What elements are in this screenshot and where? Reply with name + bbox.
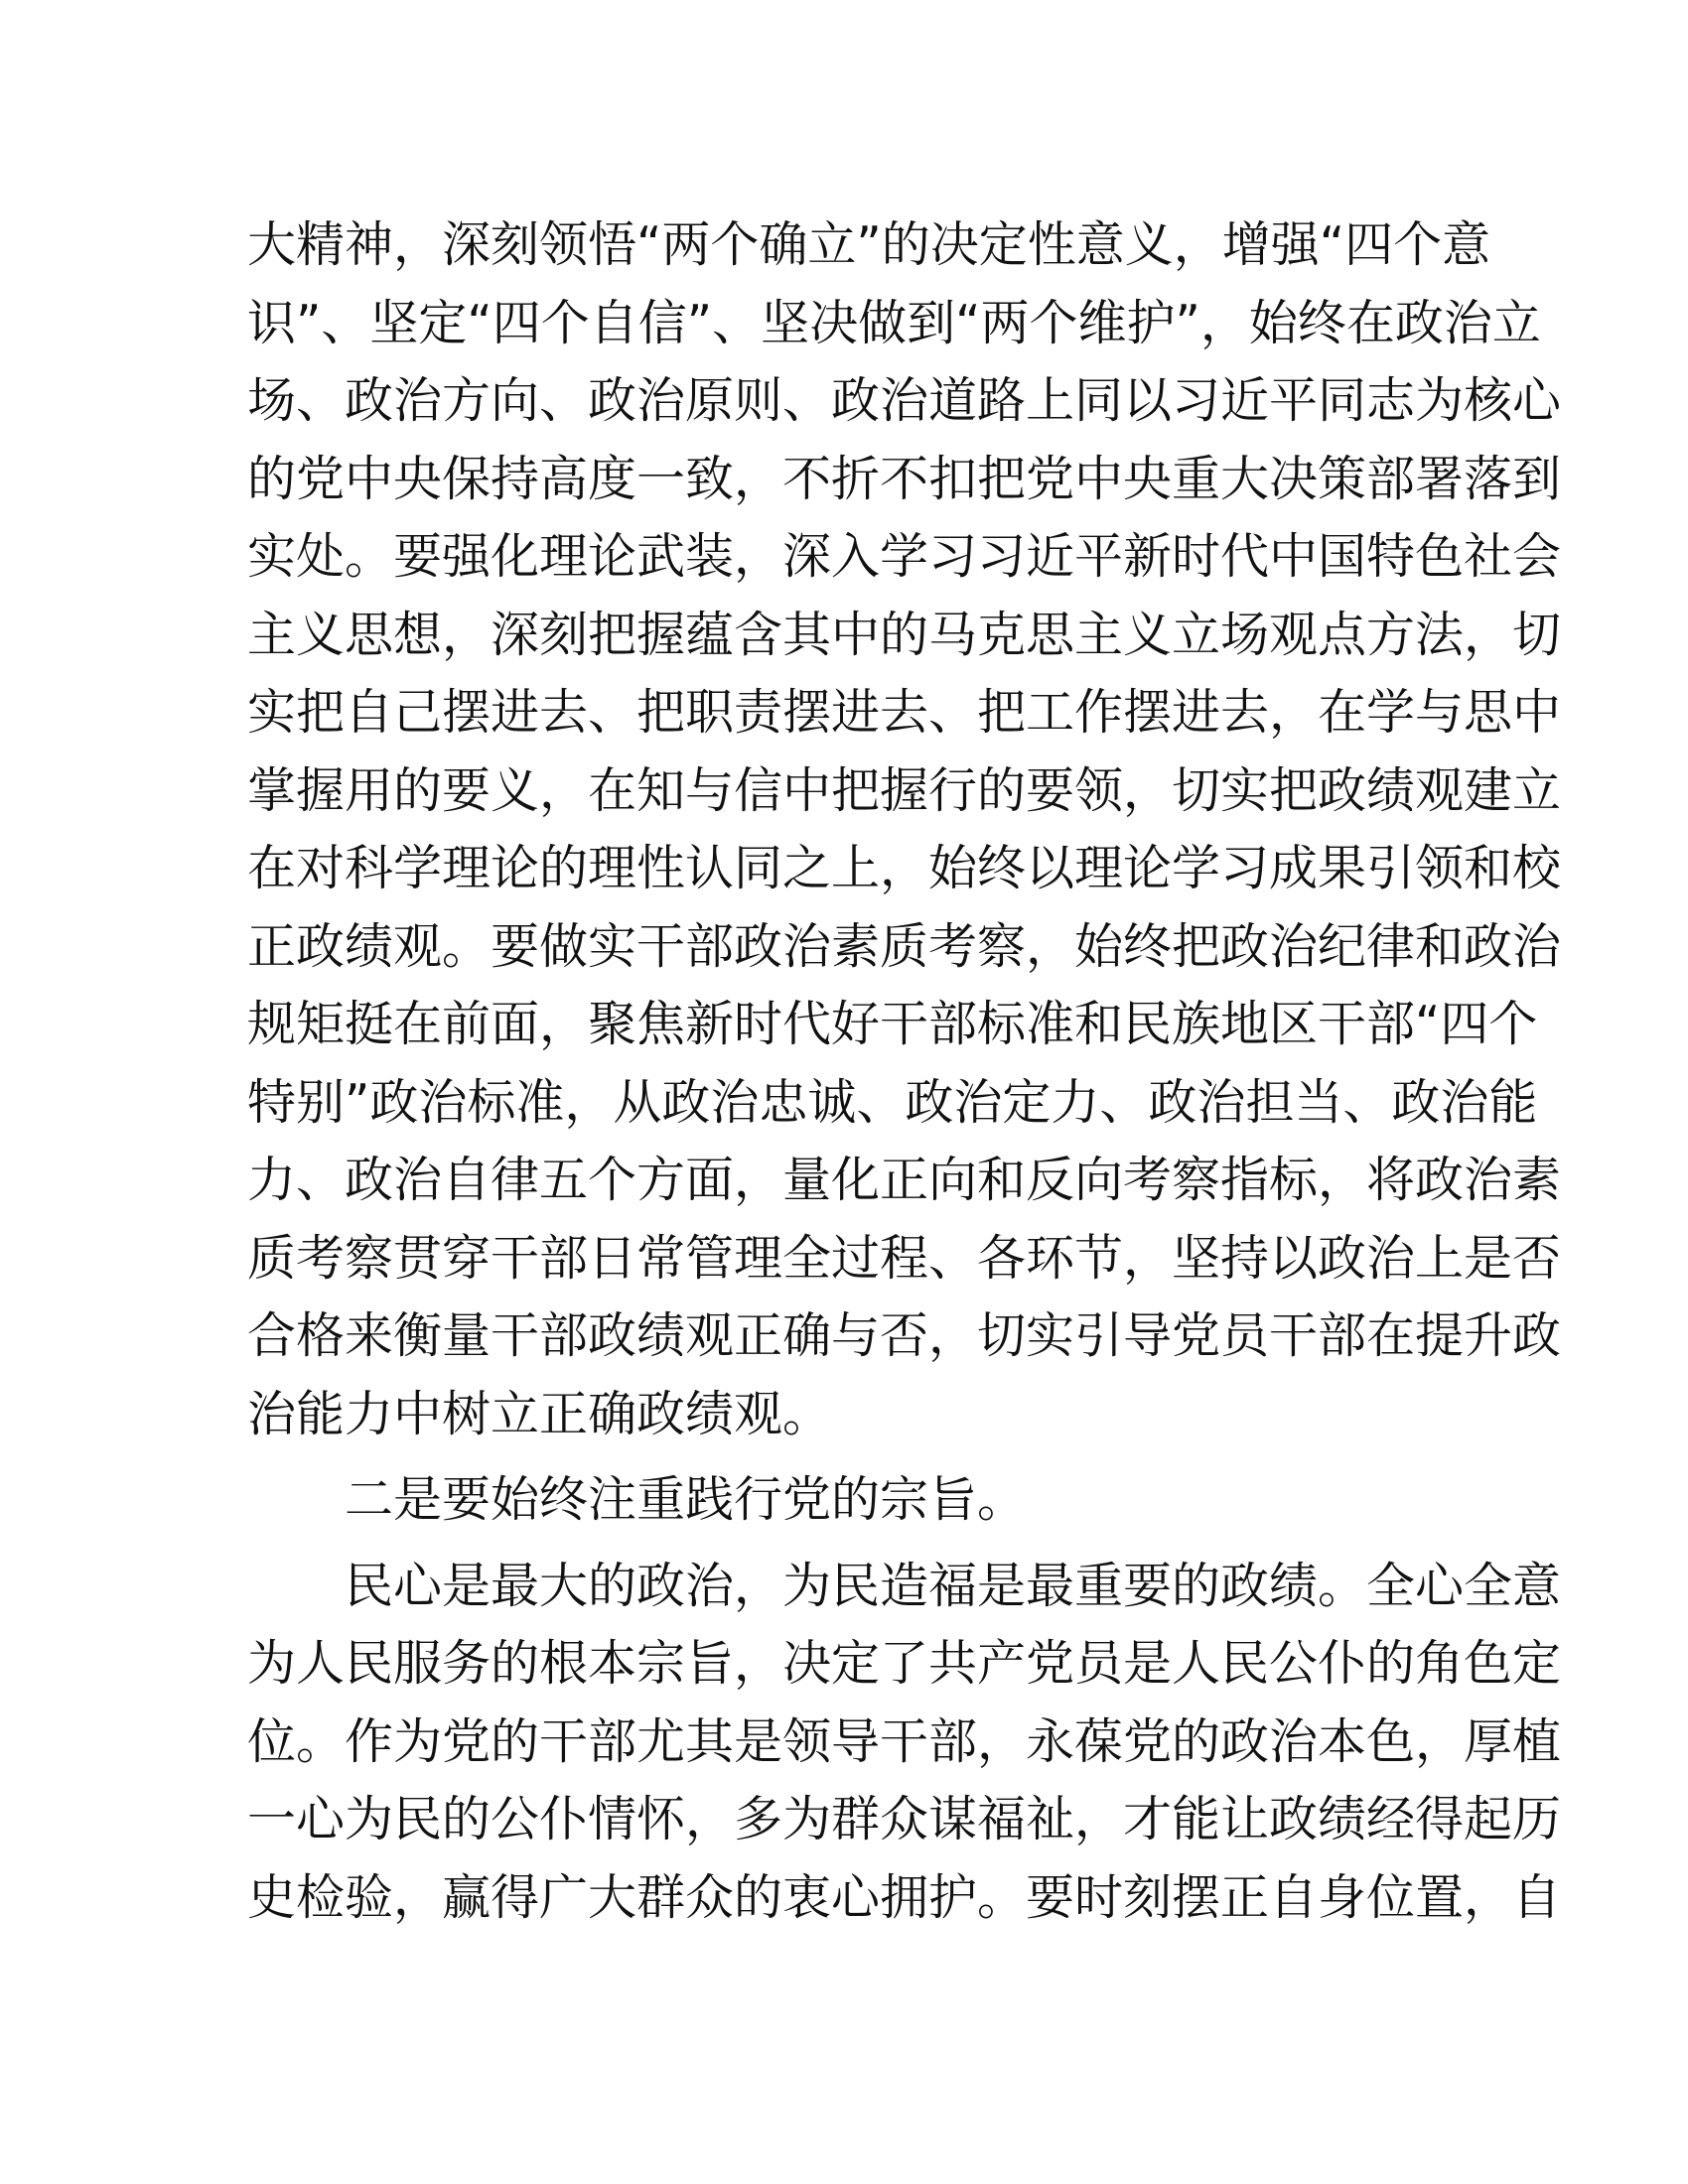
text-line: 实把自己摆进去、把职责摆进去、把工作摆进去，在学与思中 — [247, 684, 1562, 741]
paragraph-spacing — [247, 1540, 1439, 1548]
text-line: 大精神，深刻领悟“两个确立”的决定性意义，增强“四个意 — [247, 216, 1491, 273]
paragraph — [247, 1548, 1562, 1938]
text-line: 特别”政治标准，从政治忠诚、政治定力、政治担当、政治能 — [247, 1073, 1538, 1131]
text-line: 识”、坚定“四个自信”、坚决做到“两个维护”，始终在政治立 — [247, 294, 1541, 351]
text-line: 掌握用的要义，在知与信中把握行的要领，切实把政绩观建立 — [247, 761, 1562, 819]
text-line: 位。作为党的干部尤其是领导干部，永葆党的政治本色，厚植 — [247, 1712, 1562, 1770]
text-line: 民心是最大的政治，为民造福是最重要的政绩。全心全意 — [247, 1557, 1562, 1614]
document-body — [247, 206, 1562, 1937]
paragraph — [247, 206, 1562, 1453]
text-line: 规矩挺在前面，聚焦新时代好干部标准和民族地区干部“四个 — [247, 996, 1538, 1052]
text-line: 的党中央保持高度一致，不折不扣把党中央重大决策部署落到 — [247, 450, 1562, 507]
text-line: 质考察贯穿干部日常管理全过程、各环节，坚持以政治上是否 — [247, 1229, 1562, 1287]
text-line: 力、政治自律五个方面，量化正向和反向考察指标，将政治素 — [247, 1152, 1562, 1208]
heading-line: 二是要始终注重践行党的宗旨。 — [247, 1471, 1027, 1528]
text-line: 治能力中树立正确政绩观。 — [247, 1385, 832, 1442]
text-line: 实处。要强化理论武装，深入学习习近平新时代中国特色社会 — [247, 528, 1562, 585]
paragraph-spacing — [247, 1453, 1439, 1461]
text-line: 正政绩观。要做实干部政治素质考察，始终把政治纪律和政治 — [247, 917, 1562, 975]
text-line: 一心为民的公仆情怀，多为群众谋福祉，才能让政绩经得起历 — [247, 1791, 1562, 1847]
section-heading — [247, 1461, 1439, 1540]
text-line: 场、政治方向、政治原则、政治道路上同以习近平同志为核心 — [247, 372, 1562, 429]
text-line: 在对科学理论的理性认同之上，始终以理论学习成果引领和校 — [247, 840, 1562, 896]
text-line: 合格来衡量干部政绩观正确与否，切实引导党员干部在提升政 — [247, 1307, 1562, 1364]
text-line: 史检验，赢得广大群众的衷心拥护。要时刻摆正自身位置，自 — [247, 1868, 1562, 1926]
text-line: 为人民服务的根本宗旨，决定了共产党员是人民公仆的角色定 — [247, 1635, 1562, 1692]
text-line: 主义思想，深刻把握蕴含其中的马克思主义立场观点方法，切 — [247, 606, 1562, 663]
